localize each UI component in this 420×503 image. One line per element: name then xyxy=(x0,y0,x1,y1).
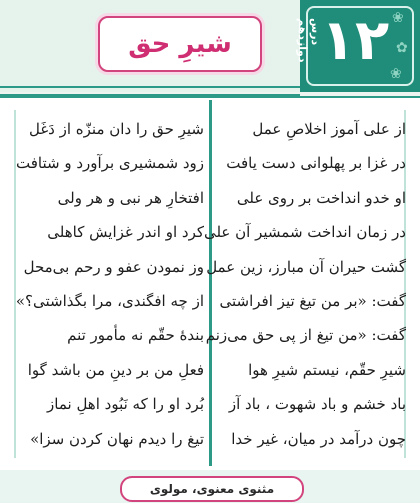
source-frame xyxy=(120,476,304,502)
verse-line: گفت: «من تیغ از پی حق می‌زنم xyxy=(205,326,406,345)
verse-line: بُرد او را که نَبُود اهلِ نماز xyxy=(47,395,204,414)
verse-line: تیغ را دیدم نهان کردن سزا» xyxy=(30,429,204,448)
poem-column-right xyxy=(203,112,406,456)
verse-line: باد خشم و باد شهوت ، باد آز xyxy=(228,395,406,414)
verse-line: گفت: «بر من تیغ تیز افراشتی xyxy=(219,291,406,310)
verse-line: زود شمشیری برآورد و شتافت xyxy=(16,154,204,173)
page-title: شیرِ حق xyxy=(128,29,232,59)
verse-line: در زمان انداخت شمشیر آن علی xyxy=(203,223,406,242)
verse-line: در غزا بر پهلوانی دست یافت xyxy=(226,154,406,173)
verse-line: از علی آموز اخلاصِ عمل xyxy=(252,120,406,138)
verse-line: او خدو انداخت بر روی علی xyxy=(236,188,406,207)
verse-line: چون درآمد در میان، غیر خدا xyxy=(231,429,406,448)
ornament-icon: ❀ xyxy=(392,10,404,26)
verse-line: افتخارِ هر نبی و هر ولی xyxy=(57,188,204,207)
verse-line: بندهٔ حقّم نه مأمور تنم xyxy=(67,326,204,345)
title-frame xyxy=(98,16,262,72)
verse-line: وز نمودن عفو و رحم بی‌محل xyxy=(23,257,204,276)
verse-line: فعلِ من بر دینِ من باشد گوا xyxy=(27,360,204,379)
verse-line: از چه افگندی، مرا بگذاشتی؟» xyxy=(15,291,204,310)
ornament-icon: ❀ xyxy=(390,66,402,82)
poem-column-left xyxy=(15,112,204,456)
verse-line: گشت حیران آن مبارز، زین عمل xyxy=(206,257,406,276)
verse-line: شیرِ حق را دان منزّه از دَغَل xyxy=(28,120,204,138)
lesson-number: ۱۲ xyxy=(320,8,390,73)
ornament-icon: ✿ xyxy=(396,40,408,56)
lesson-caption: درس دوازدهم xyxy=(296,18,322,63)
header-rule xyxy=(0,86,300,96)
lesson-tile xyxy=(296,0,420,92)
verse-line: شیرِ حقّم، نیستم شیرِ هوا xyxy=(248,360,406,379)
verse-line: کرد او اندر غزایش کاهلی xyxy=(47,223,204,242)
source-credit: مثنوی معنوی، مولوی xyxy=(149,482,275,496)
